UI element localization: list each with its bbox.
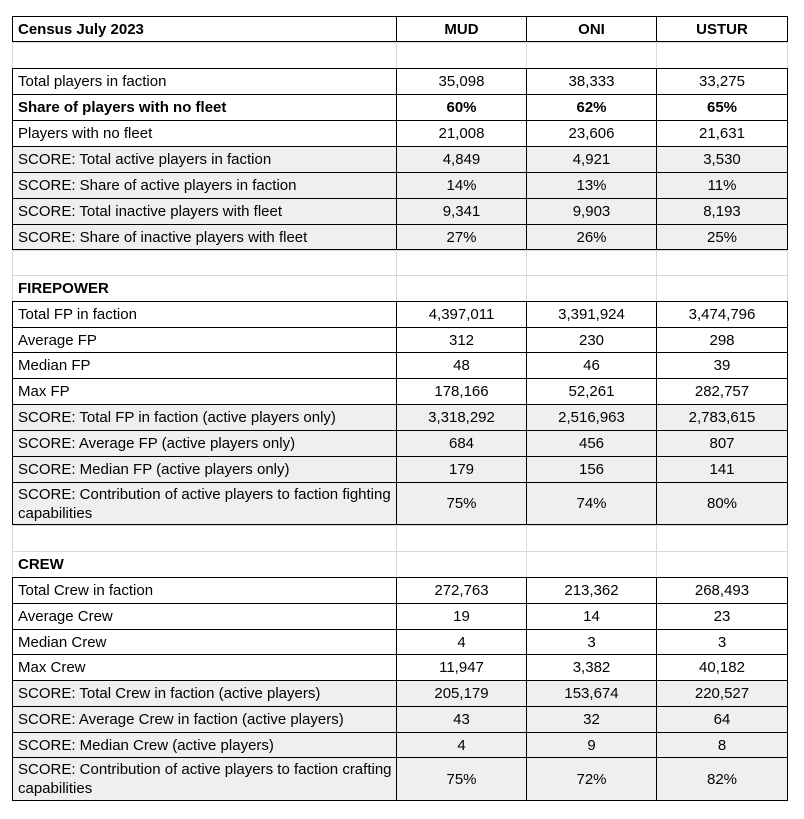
value-ustur[interactable]: 141 [656, 456, 788, 482]
value-ustur[interactable]: 65% [656, 94, 788, 120]
value-ustur[interactable]: 282,757 [656, 378, 788, 404]
value-mud[interactable]: 21,008 [396, 120, 526, 146]
value-mud[interactable]: 43 [396, 706, 526, 732]
empty-cell[interactable] [656, 525, 788, 551]
value-mud[interactable]: 9,341 [396, 198, 526, 224]
empty-cell[interactable] [526, 525, 656, 551]
value-oni[interactable]: 3,391,924 [526, 301, 656, 327]
row-label[interactable]: SCORE: Contribution of active players to faction fighting capabilities [12, 482, 396, 525]
row-label[interactable]: Max Crew [12, 654, 396, 680]
row-label[interactable]: SCORE: Total FP in faction (active players only) [12, 404, 396, 430]
value-oni[interactable]: 153,674 [526, 680, 656, 706]
value-mud[interactable]: 11,947 [396, 654, 526, 680]
row-label[interactable]: Share of players with no fleet [12, 94, 396, 120]
value-mud[interactable]: 4 [396, 629, 526, 654]
spacer-row [12, 250, 788, 275]
row-label[interactable]: SCORE: Median FP (active players only) [12, 456, 396, 482]
table-row [12, 430, 788, 456]
value-oni[interactable]: 3 [526, 629, 656, 654]
empty-cell[interactable] [656, 250, 788, 275]
value-mud[interactable]: 205,179 [396, 680, 526, 706]
table-row [12, 198, 788, 224]
row-label[interactable]: SCORE: Average FP (active players only) [12, 430, 396, 456]
value-oni[interactable]: 38,333 [526, 68, 656, 94]
value-mud[interactable]: 312 [396, 327, 526, 352]
value-mud[interactable]: 75% [396, 757, 526, 801]
section-title[interactable]: CREW [12, 551, 396, 577]
table-row [12, 224, 788, 250]
row-label[interactable]: Max FP [12, 378, 396, 404]
row-label[interactable]: Median Crew [12, 629, 396, 654]
table-row [12, 456, 788, 482]
value-ustur[interactable]: 3,474,796 [656, 301, 788, 327]
row-label[interactable]: SCORE: Contribution of active players to faction crafting capabilities [12, 757, 396, 801]
row-label[interactable]: Players with no fleet [12, 120, 396, 146]
row-label[interactable]: SCORE: Average Crew in faction (active players) [12, 706, 396, 732]
value-ustur[interactable]: 220,527 [656, 680, 788, 706]
section-heading-crew [12, 551, 788, 577]
value-oni[interactable]: 156 [526, 456, 656, 482]
value-oni[interactable]: 14 [526, 603, 656, 629]
column-header-oni[interactable]: ONI [526, 16, 656, 42]
value-mud[interactable]: 4,849 [396, 146, 526, 172]
value-ustur[interactable]: 8,193 [656, 198, 788, 224]
value-oni[interactable]: 26% [526, 224, 656, 250]
census-table [12, 16, 788, 801]
value-ustur[interactable]: 23 [656, 603, 788, 629]
empty-cell[interactable] [396, 250, 526, 275]
table-row [12, 482, 788, 525]
row-label[interactable]: Average Crew [12, 603, 396, 629]
empty-cell[interactable] [526, 42, 656, 68]
empty-cell[interactable] [12, 250, 396, 275]
value-oni[interactable]: 46 [526, 352, 656, 378]
value-oni[interactable]: 2,516,963 [526, 404, 656, 430]
empty-cell[interactable] [656, 275, 788, 301]
value-mud[interactable]: 272,763 [396, 577, 526, 603]
value-ustur[interactable]: 25% [656, 224, 788, 250]
value-mud[interactable]: 178,166 [396, 378, 526, 404]
value-mud[interactable]: 60% [396, 94, 526, 120]
row-label[interactable]: SCORE: Share of active players in faction [12, 172, 396, 198]
table-title[interactable]: Census July 2023 [12, 16, 396, 42]
value-ustur[interactable]: 33,275 [656, 68, 788, 94]
empty-cell[interactable] [656, 551, 788, 577]
value-ustur[interactable]: 8 [656, 732, 788, 757]
value-ustur[interactable]: 40,182 [656, 654, 788, 680]
empty-cell[interactable] [396, 275, 526, 301]
empty-cell[interactable] [526, 275, 656, 301]
table-row [12, 94, 788, 120]
table-row [12, 352, 788, 378]
value-oni[interactable]: 32 [526, 706, 656, 732]
value-ustur[interactable]: 21,631 [656, 120, 788, 146]
table-row [12, 68, 788, 94]
value-mud[interactable]: 684 [396, 430, 526, 456]
table-row [12, 120, 788, 146]
empty-cell[interactable] [526, 250, 656, 275]
row-label[interactable]: SCORE: Total inactive players with fleet [12, 198, 396, 224]
value-ustur[interactable]: 2,783,615 [656, 404, 788, 430]
row-label[interactable]: SCORE: Share of inactive players with fleet [12, 224, 396, 250]
row-label[interactable]: Total Crew in faction [12, 577, 396, 603]
spacer-row [12, 42, 788, 68]
value-oni[interactable]: 52,261 [526, 378, 656, 404]
value-ustur[interactable]: 11% [656, 172, 788, 198]
value-oni[interactable]: 3,382 [526, 654, 656, 680]
value-oni[interactable]: 4,921 [526, 146, 656, 172]
empty-cell[interactable] [12, 525, 396, 551]
table-row [12, 577, 788, 603]
value-ustur[interactable]: 39 [656, 352, 788, 378]
value-ustur[interactable]: 807 [656, 430, 788, 456]
value-oni[interactable]: 9 [526, 732, 656, 757]
table-row [12, 404, 788, 430]
value-mud[interactable]: 14% [396, 172, 526, 198]
value-mud[interactable]: 3,318,292 [396, 404, 526, 430]
table-row [12, 629, 788, 654]
table-row [12, 680, 788, 706]
table-row [12, 706, 788, 732]
empty-cell[interactable] [526, 551, 656, 577]
value-ustur[interactable]: 80% [656, 482, 788, 525]
table-row [12, 301, 788, 327]
table-row [12, 327, 788, 352]
value-oni[interactable]: 74% [526, 482, 656, 525]
row-label[interactable]: Total players in faction [12, 68, 396, 94]
value-oni[interactable]: 230 [526, 327, 656, 352]
value-mud[interactable]: 75% [396, 482, 526, 525]
value-ustur[interactable]: 298 [656, 327, 788, 352]
column-header-ustur[interactable]: USTUR [656, 16, 788, 42]
table-row [12, 172, 788, 198]
empty-cell[interactable] [396, 551, 526, 577]
value-oni[interactable]: 9,903 [526, 198, 656, 224]
row-label[interactable]: SCORE: Total active players in faction [12, 146, 396, 172]
section-title[interactable]: FIREPOWER [12, 275, 396, 301]
table-row [12, 146, 788, 172]
value-oni[interactable]: 72% [526, 757, 656, 801]
row-label[interactable]: SCORE: Total Crew in faction (active players) [12, 680, 396, 706]
table-row [12, 654, 788, 680]
value-oni[interactable]: 23,606 [526, 120, 656, 146]
value-mud[interactable]: 4,397,011 [396, 301, 526, 327]
value-mud[interactable]: 35,098 [396, 68, 526, 94]
row-label[interactable]: Average FP [12, 327, 396, 352]
value-ustur[interactable]: 3,530 [656, 146, 788, 172]
row-label[interactable]: SCORE: Median Crew (active players) [12, 732, 396, 757]
value-ustur[interactable]: 82% [656, 757, 788, 801]
value-oni[interactable]: 62% [526, 94, 656, 120]
empty-cell[interactable] [396, 525, 526, 551]
table-row [12, 757, 788, 801]
table-row [12, 378, 788, 404]
value-ustur[interactable]: 268,493 [656, 577, 788, 603]
row-label[interactable]: Total FP in faction [12, 301, 396, 327]
header-row [12, 16, 788, 42]
value-oni[interactable]: 213,362 [526, 577, 656, 603]
value-ustur[interactable]: 64 [656, 706, 788, 732]
empty-cell[interactable] [656, 42, 788, 68]
value-ustur[interactable]: 3 [656, 629, 788, 654]
spacer-row [12, 525, 788, 551]
row-label[interactable]: Median FP [12, 352, 396, 378]
value-mud[interactable]: 27% [396, 224, 526, 250]
table-row [12, 603, 788, 629]
table-row [12, 732, 788, 757]
empty-cell[interactable] [12, 42, 396, 68]
value-mud[interactable]: 179 [396, 456, 526, 482]
value-oni[interactable]: 456 [526, 430, 656, 456]
column-header-mud[interactable]: MUD [396, 16, 526, 42]
value-mud[interactable]: 48 [396, 352, 526, 378]
value-oni[interactable]: 13% [526, 172, 656, 198]
section-heading-firepower [12, 275, 788, 301]
empty-cell[interactable] [396, 42, 526, 68]
value-mud[interactable]: 19 [396, 603, 526, 629]
value-mud[interactable]: 4 [396, 732, 526, 757]
